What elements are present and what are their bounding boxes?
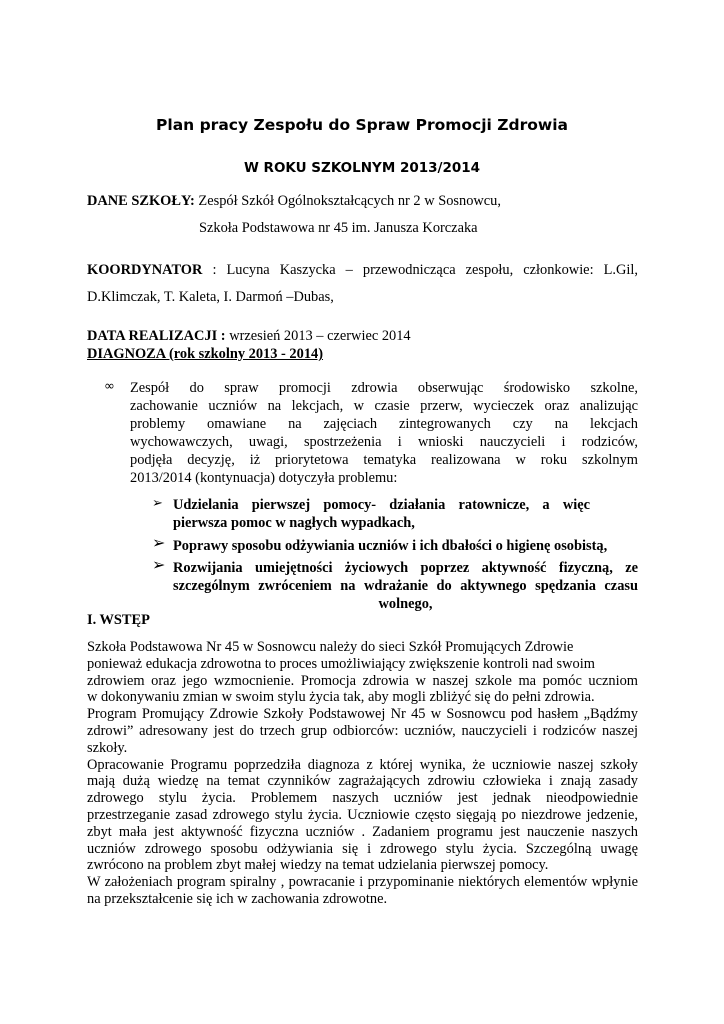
intro-line: W założeniach program spiralny , powracanie i przypominanie niektórych elementów wpłynie <box>87 874 638 891</box>
coordinator-label: KOORDYNATOR <box>87 262 203 278</box>
intro-line: zdrowego stylu życia. Problemem naszych uczniów jest jednak nieodpowiednie <box>87 790 638 807</box>
diagnosis-line: wychowawczych, uwagi, spostrzeżenia i wnioski nauczycieli i rodziców, <box>130 434 638 450</box>
school-label: DANE SZKOŁY: <box>87 193 195 209</box>
priority-2-line-1: Poprawy sposobu odżywiania uczniów i ich dbałości o higienę osobistą, <box>173 538 608 554</box>
coordinator-line-1 <box>87 261 638 279</box>
diagnosis-line: 2013/2014 (kontynuacja) dotyczyła problemu: <box>130 470 398 486</box>
intro-heading: I. WSTĘP <box>87 612 150 628</box>
priority-1-line-2: pierwsza pomoc w nagłych wypadkach, <box>173 515 415 531</box>
intro-line: Szkoła Podstawowa Nr 45 w Sosnowcu należy do sieci Szkół Promujących Zdrowie <box>87 639 574 655</box>
realization-line <box>87 327 411 345</box>
intro-line: mają dużą wiedzę na temat czynników zagrażających zdrowiu człowieka i znają zasady <box>87 773 638 790</box>
realization-label: DATA REALIZACJI : <box>87 328 226 344</box>
arrow-bullet-icon: ➢ <box>152 496 163 511</box>
diagnosis-line: Zespół do spraw promocji zdrowia obserwując środowisko szkolne, <box>130 380 638 396</box>
diagnosis-line: podjęła decyzję, iż priorytetowa tematyka realizowana w roku szkolnym <box>130 452 638 468</box>
realization-value: wrzesień 2013 – czerwiec 2014 <box>225 328 411 344</box>
intro-line: na przekształcenie się ich w zachowania zdrowotne. <box>87 890 388 907</box>
diagnosis-line: problemy omawiane na zajęciach zintegrowanych czy na lekcjach <box>130 416 638 432</box>
intro-line: uczniów zdrowego sposobu odżywiania się i zdrowego stylu życia. Szczególną uwagę <box>87 840 638 857</box>
document-title: Plan pracy Zespołu do Spraw Promocji Zdrowia <box>156 116 568 134</box>
infinity-bullet-icon: ∞ <box>104 379 115 394</box>
arrow-bullet-icon: ➢ <box>152 555 166 574</box>
intro-line: Program Promujący Zdrowie Szkoły Podstawowej Nr 45 w Sosnowcu pod hasłem „Bądźmy <box>87 706 638 723</box>
coordinator-members: : Lucyna Kaszycka – przewodnicząca zespołu, członkowie: L.Gil, <box>202 262 638 278</box>
priority-3-line-1: Rozwijania umiejętności życiowych poprzez aktywność fizyczną, ze <box>173 560 638 576</box>
intro-line: ponieważ edukacja zdrowotna to proces umożliwiający zwiększenie kontroli nad swoim <box>87 655 595 672</box>
intro-line: Opracowanie Programu poprzedziła diagnoza z której wynika, że uczniowie naszej szkoły <box>87 756 638 773</box>
intro-line: przestrzeganie zasad zdrowego stylu życia. Uczniowie często sięgają po niezdrowe jedzenie, <box>87 806 638 823</box>
coordinator-line-2: D.Klimczak, T. Kaleta, I. Darmoń –Dubas, <box>87 289 334 305</box>
document-subtitle: W ROKU SZKOLNYM 2013/2014 <box>243 160 481 176</box>
intro-line: zdrowiem oraz jego wzmocnienie. Promocja zdrowia w naszej szkole ma pomóc uczniom <box>87 672 638 689</box>
intro-line: zbyt mała jest aktywność fizyczna uczniów . Zadaniem programu jest nauczenie naszych <box>87 823 638 840</box>
school-name: Zespół Szkół Ogólnokształcących nr 2 w Sosnowcu, <box>194 193 501 209</box>
arrow-bullet-icon: ➢ <box>152 533 166 552</box>
priority-3-line-2: szczególnym zwróceniem na wdrażanie do aktywnego spędzania czasu <box>173 578 638 594</box>
school-line-1 <box>87 192 501 210</box>
intro-line: zdrowi” adresowany jest do trzech grup odbiorców: uczniów, nauczycieli i rodziców naszej <box>87 722 638 739</box>
diagnosis-heading: DIAGNOZA (rok szkolny 2013 - 2014) <box>87 346 323 362</box>
diagnosis-line: zachowanie uczniów na lekcjach, w czasie przerw, wycieczek oraz analizując <box>130 398 638 414</box>
intro-paragraph <box>87 639 638 908</box>
intro-line: w dokonywaniu zmian w swoim stylu życia tak, aby mogli zbliżyć się do pełni zdrowia. <box>87 689 595 706</box>
diagnosis-paragraph <box>130 379 638 487</box>
intro-line: szkoły. <box>87 739 128 756</box>
intro-line: zwrócono na problem zbyt małej wiedzy na temat udzielania pierwszej pomocy. <box>87 857 549 874</box>
priority-1-line-1: Udzielania pierwszej pomocy- działania ratownicze, a więc <box>173 497 590 513</box>
priority-3-line-3: wolnego, <box>378 596 433 612</box>
school-line-2: Szkoła Podstawowa nr 45 im. Janusza Korczaka <box>199 220 478 236</box>
